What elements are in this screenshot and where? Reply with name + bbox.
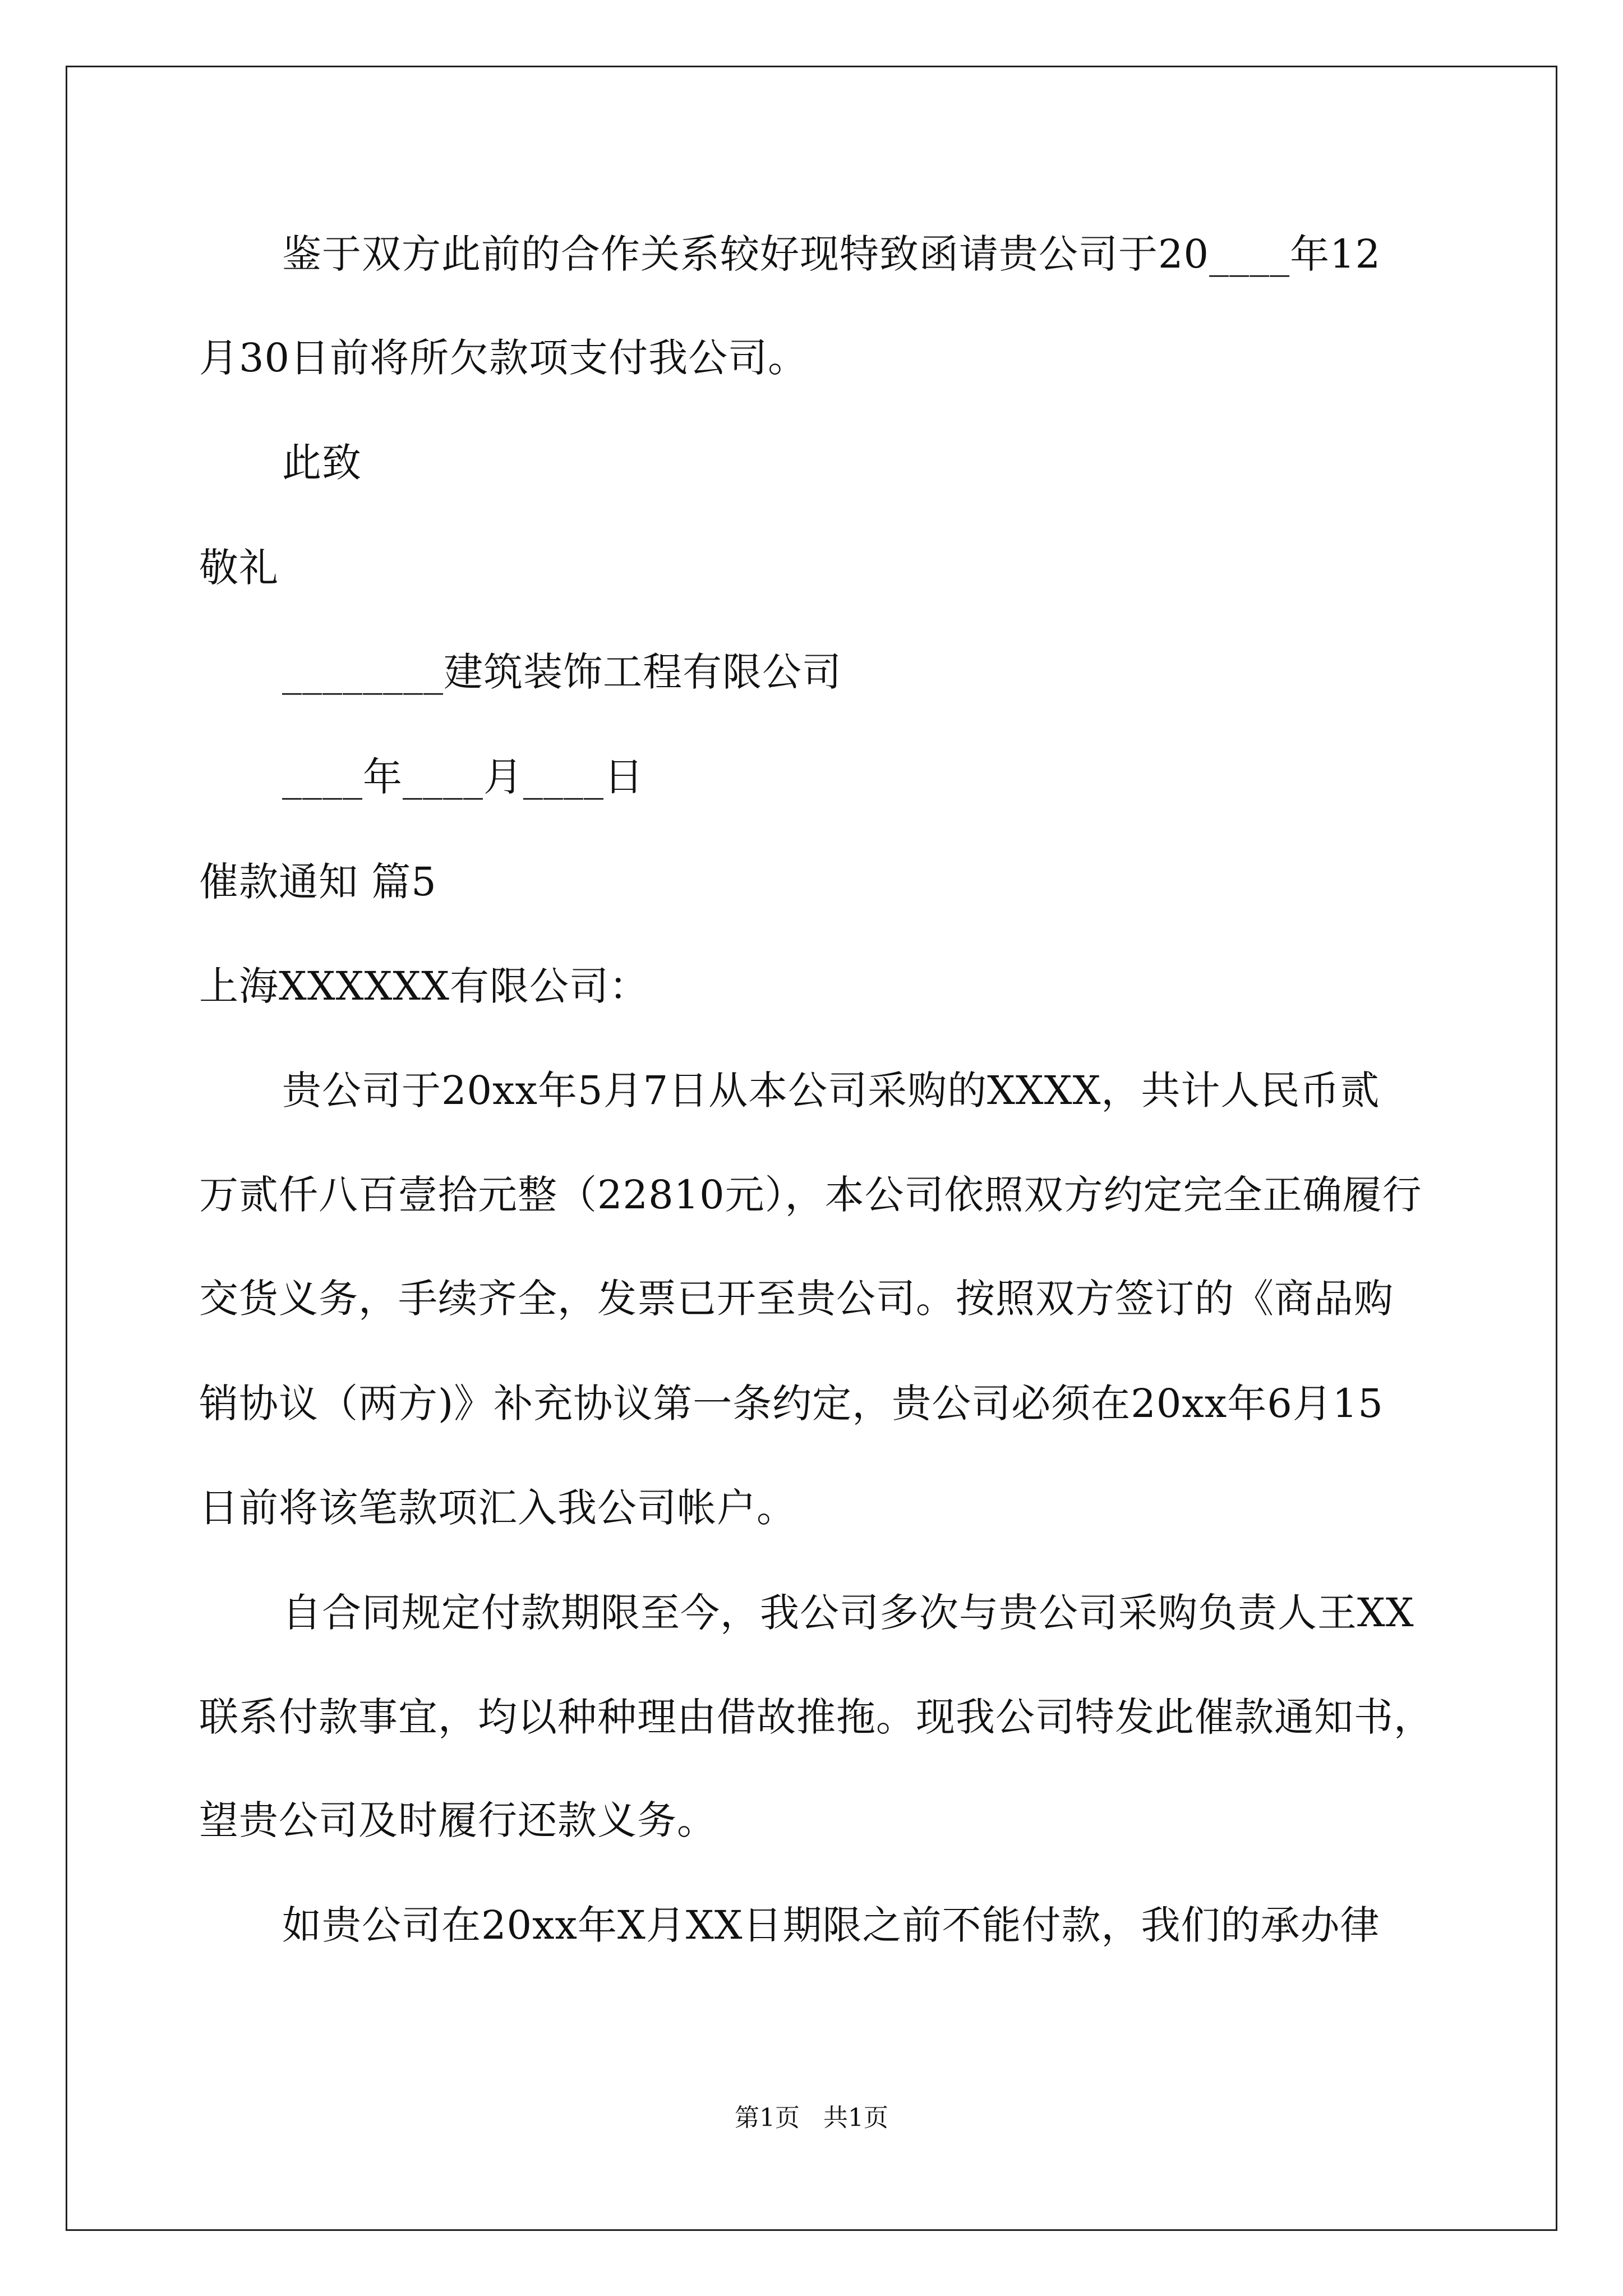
paragraph-line: 月30日前将所欠款项支付我公司。 — [199, 335, 808, 381]
paragraph-line: 销协议（两方)》补充协议第一条约定，贵公司必须在20xx年6月15 — [199, 1381, 1384, 1427]
section-heading: 催款通知 篇5 — [199, 859, 437, 905]
paragraph-line: 万贰仟八百壹拾元整（22810元），本公司依照双方约定完全正确履行 — [199, 1172, 1422, 1218]
paragraph-line: 望贵公司及时履行还款义务。 — [199, 1797, 717, 1843]
paragraph-line: 交货义务，手续齐全，发票已开至贵公司。按照双方签订的《商品购 — [199, 1276, 1394, 1322]
paragraph-line: 如贵公司在20xx年X月XX日期限之前不能付款，我们的承办律 — [282, 1902, 1380, 1948]
paragraph-line: 自合同规定付款期限至今，我公司多次与贵公司采购负责人王XX — [282, 1590, 1414, 1636]
paragraph-line: 日前将该笔款项汇入我公司帐户。 — [199, 1485, 796, 1531]
signature-company: ________建筑装饰工程有限公司 — [282, 649, 842, 695]
closing-line: 此致 — [282, 440, 362, 486]
paragraph-line: 鉴于双方此前的合作关系较好现特致函请贵公司于20____年12 — [282, 231, 1381, 277]
salutation-line: 敬礼 — [199, 545, 279, 591]
paragraph-line: 联系付款事宜，均以种种理由借故推拖。现我公司特发此催款通知书， — [199, 1694, 1433, 1740]
paragraph-line: 贵公司于20xx年5月7日从本公司采购的XXXX，共计人民币贰 — [282, 1068, 1380, 1114]
page-number-footer: 第1页 共1页 — [735, 2104, 888, 2132]
signature-date: ____年____月____日 — [282, 754, 644, 800]
addressee: 上海XXXXXX有限公司： — [199, 963, 649, 1009]
